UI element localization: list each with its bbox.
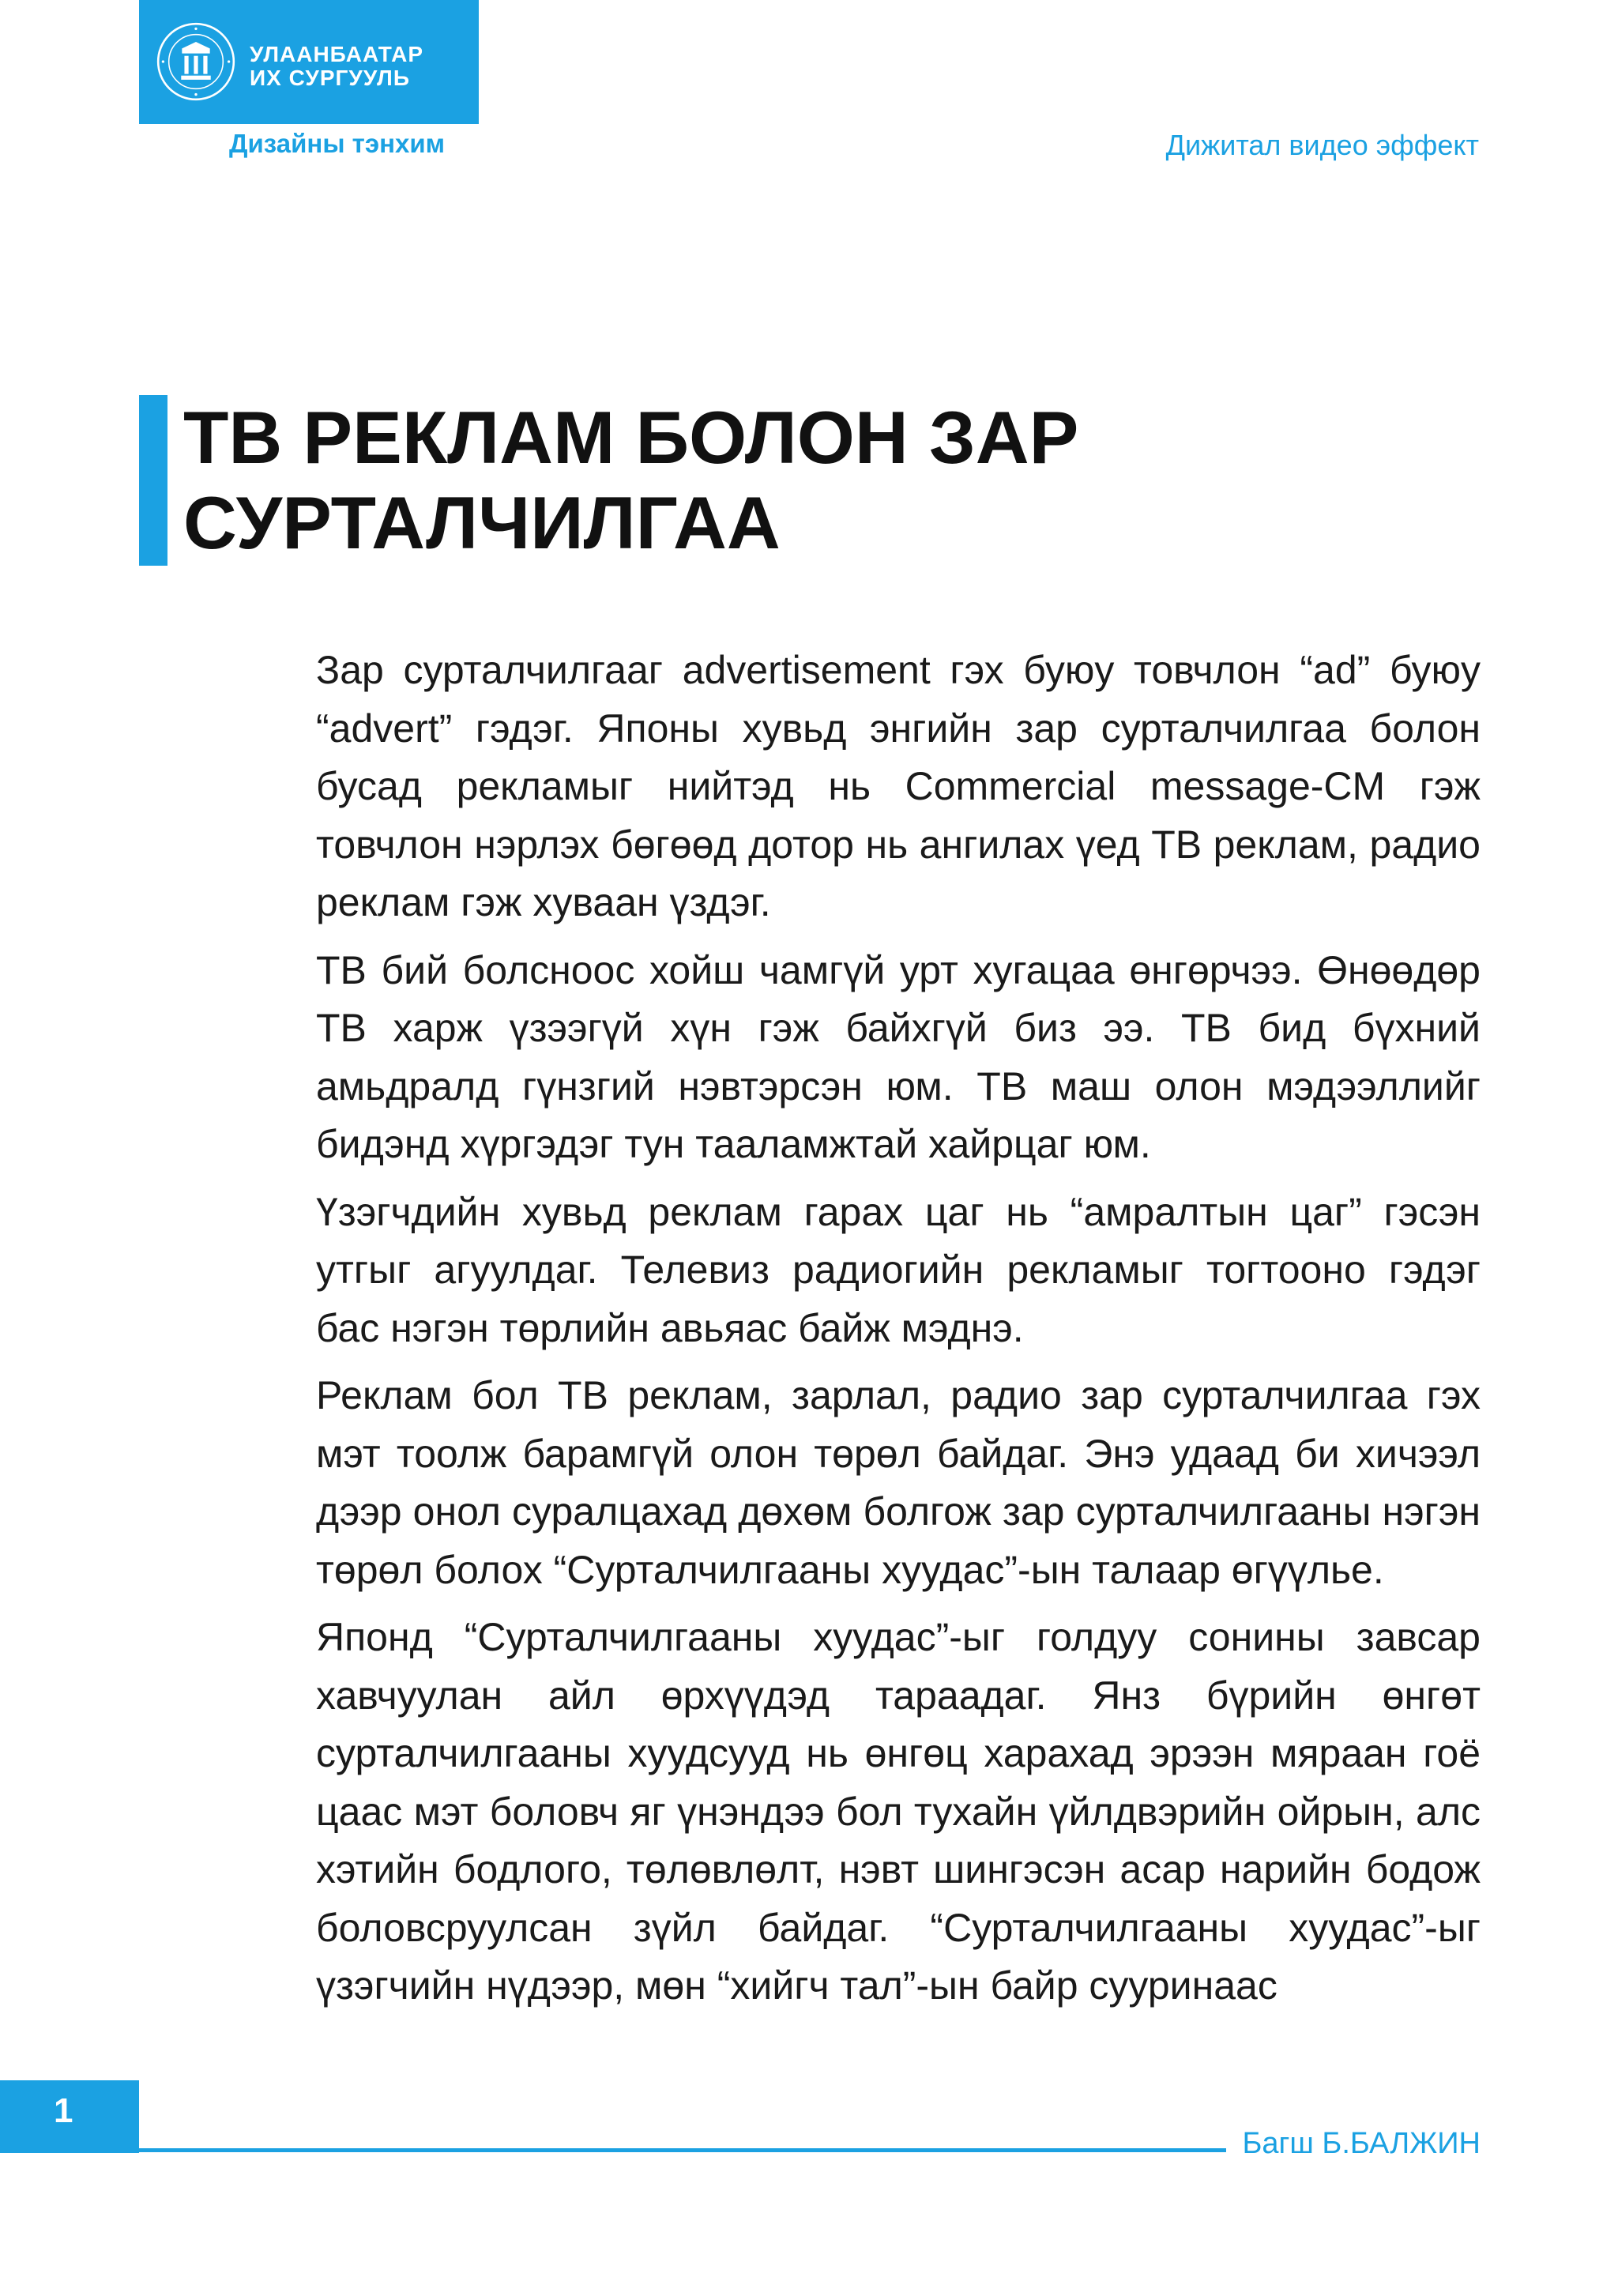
teacher-name: Багш Б.БАЛЖИН [1242, 2127, 1481, 2160]
page-number: 1 [54, 2091, 73, 2130]
paragraph-5: Японд “Сурталчилгааны хуудас”-ыг голдуу сонины завсар хавчуулан айл өрхүүдэд тараадаг. Янз бүрийн өнгөт сурталчилгааны хуудсууд нь өнгөц харахад эрээн мяраан гоё цаас мэт боловч яг үнэндээ бол тухайн үйлдвэрийн ойрын, алс хэтийн бодлого, төлөвлөлт, нэвт шингэсэн асар нарийн бодож боловсруулсан зүйл байдаг. “Сурталчилгааны хуудас”-ыг үзэгчийн нүдээр, мөн “хийгч тал”-ын байр сууринаас [316, 1615, 1481, 2008]
logo-line-1: УЛААНБААТАР [250, 42, 424, 66]
logo-wordmark [250, 43, 423, 90]
paragraph-1: Зар сурталчилгааг advertisement гэх буюу товчлон “ad” буюу “advert” гэдэг. Японы хувьд энгийн зар сурталчилгаа болон бусад рекламыг нийтэд нь Commercial message-CM гэж товчлон нэрлэх бөгөөд дотор нь ангилах үед ТВ реклам, радио реклам гэж хуваан үздэг. [316, 648, 1481, 924]
department-label: Дизайны тэнхим [229, 129, 446, 158]
paragraph-3: Үзэгчдийн хувьд реклам гарах цаг нь “амралтын цаг” гэсэн утгыг агуулдаг. Телевиз радиогийн рекламыг тогтооно гэдэг бас нэгэн төрлийн авьяас байж мэднэ. [316, 1189, 1481, 1350]
university-seal-icon [155, 21, 237, 103]
title-line-1: ТВ РЕКЛАМ БОЛОН ЗАР [183, 396, 1079, 479]
paragraph-4: Реклам бол ТВ реклам, зарлал, радио зар сурталчилгаа гэх мэт тоолж барамгүй олон төрөл байдаг. Энэ удаад би хичээл дээр онол суралцахад дөхөм болгож зар сурталчилгааны нэгэн төрөл болох “Сурталчилгааны хуудас”-ын талаар өгүүлье. [316, 1373, 1481, 1592]
title-accent-bar [139, 395, 167, 566]
title-line-2: СУРТАЛЧИЛГАА [183, 481, 781, 564]
article-body [316, 642, 1481, 2025]
university-logo [139, 0, 479, 124]
page-title [183, 395, 1078, 566]
paragraph-2: ТВ бий болсноос хойш чамгүй урт хугацаа өнгөрчээ. Өнөөдөр ТВ харж үзээгүй хүн гэж байхгүй биз ээ. ТВ бид бүхний амьдралд гүнзгий нэвтэрсэн юм. ТВ маш олон мэдээллийг бидэнд хүргэдэг тун тааламжтай хайрцаг юм. [316, 947, 1481, 1166]
page-number-box [0, 2080, 139, 2153]
course-label: Дижитал видео эффект [1165, 129, 1479, 161]
footer-divider [139, 2148, 1226, 2152]
logo-line-2: ИХ СУРГУУЛЬ [250, 66, 410, 90]
